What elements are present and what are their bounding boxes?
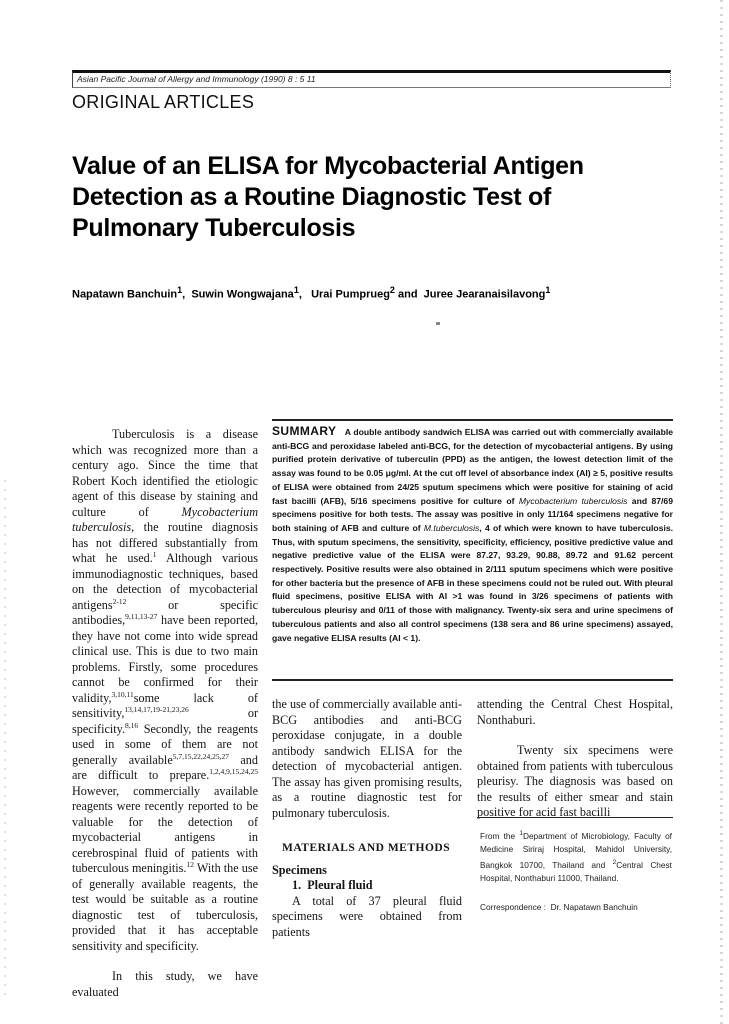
intro-text: the routine diagnosis has not differed substantially from what he used. xyxy=(72,520,258,565)
citation-ref: 1,2,4,9,15,24,25 xyxy=(209,766,258,776)
summary-text xyxy=(272,425,673,645)
journal-header-bar xyxy=(72,70,671,88)
author-separator: , xyxy=(298,288,308,301)
author-separator: , xyxy=(182,288,189,301)
scan-edge-artifact xyxy=(4,480,6,1000)
affiliation-mark: 1 xyxy=(519,830,523,837)
summary-body: and 87/69 specimens positive for both tests. The assay was positive in only 11/164 specimens negative for both staining of AFB and culture of xyxy=(272,495,673,533)
intro-text: or specificity. xyxy=(72,706,258,736)
body-column-middle xyxy=(272,697,462,940)
footnote-divider xyxy=(477,817,673,818)
pleural-fluid-paragraph-continued: attending the Central Chest Hospital, Nonthaburi. xyxy=(477,697,673,727)
author-affiliation-mark: 1 xyxy=(177,285,183,295)
intro-text: and are difficult to prepare. xyxy=(72,752,258,782)
body-column-right xyxy=(477,697,673,821)
summary-species-name: Mycobacterium tuberculosis xyxy=(518,495,628,506)
author-separator: and xyxy=(394,288,421,301)
scan-edge-artifact xyxy=(720,0,723,1024)
intro-text: some lack of sensitivity, xyxy=(72,690,258,720)
intro-text: However, commercially available reagents were recently reported to be valuable for the detection of mycobacterial antigens in cerebrospinal fluid of patients with tuberculous meningitis. xyxy=(72,783,258,875)
author-name: Napatawn Banchuin xyxy=(72,288,178,301)
affiliation-footnote xyxy=(480,827,672,885)
intro-text: Tuberculosis is a disease which was recognized more than a century ago. Since the time that Robert Koch identified the etiologic agent of this disease by staining and culture of xyxy=(72,427,258,519)
author-list xyxy=(72,285,550,301)
summary-box xyxy=(272,419,673,681)
intro-paragraph xyxy=(72,427,258,954)
journal-citation: Asian Pacific Journal of Allergy and Immunology (1990) 8 : 5 11 xyxy=(77,74,316,84)
intro-text: Although various immunodiagnostic techniques, based on the detection of mycobacterial antigens xyxy=(72,551,258,612)
title-line-2: Detection as a Routine Diagnostic Test of xyxy=(72,183,551,211)
study-paragraph-continued: the use of commercially available anti-BCG antibodies and anti-BCG peroxidase conjugate, in a double antibody sandwich ELISA for the detection of mycobacterial antigen. The assay has given promising results, as a routine diagnostic test for pulmonary tuberculosis. xyxy=(272,697,462,820)
paragraph-gap xyxy=(72,954,258,969)
species-name: Mycobacterium tuberculosis, xyxy=(72,504,258,534)
citation-ref: 13,14,17,19-21,23,26 xyxy=(124,704,189,714)
citation-ref: 1 xyxy=(152,549,157,559)
paragraph-gap xyxy=(477,728,673,743)
affiliation-mark: 2 xyxy=(612,859,617,867)
intro-text: With the use of generally available reagents, the test would be suitable as a routine diagnostic test of tuberculosis, provided that it has acceptable sensitivity and specificity. xyxy=(72,861,258,953)
summary-species-abbrev: M.tuberculosis xyxy=(423,522,480,533)
citation-ref: 12 xyxy=(186,859,194,869)
subheading-pleural-fluid: 1. Pleural fluid xyxy=(292,878,373,892)
summary-body: A double antibody sandwich ELISA was carried out with commercially available anti-BCG and peroxidase labeled anti-BCG, for the detection of mycobacterial antigens. By using purified protein derivative of tuberculin (PPD) as the antigen, the lowest detection limit of the assay was found to be 0.05 μg/ml. At the cut off level of absorbance index (AI) ≥ 5, positive results of ELISA were obtained from 24/25 sputum specimens which were positive for staining of acid fast bacilli (AFB), 5/16 specimens positive for culture of xyxy=(272,427,673,506)
citation-ref: 2-12 xyxy=(112,596,127,606)
citation-ref: 3,10,11 xyxy=(111,689,134,699)
title-line-1: Value of an ELISA for Mycobacterial Antigen xyxy=(72,152,584,180)
intro-text: have been reported, they have not come into wide spread clinical use. This is due to two main problems. Firstly, some procedures cannot be confirmed for their validity, xyxy=(72,613,258,705)
citation-ref: 5,7,15,22,24,25,27 xyxy=(172,751,229,761)
correspondence-line: Correspondence : Dr. Napatawn Banchuin xyxy=(480,902,638,912)
author-name: Urai Pumprueg xyxy=(311,288,390,301)
scan-speck xyxy=(436,322,440,325)
affiliation-text: Department of Microbiology, Faculty of Medicine Siriraj Hospital, Mahidol University, Bangkok 10700, Thailand and xyxy=(480,830,672,870)
affiliation-prefix: From the xyxy=(480,830,520,841)
author-affiliation-mark: 2 xyxy=(389,285,395,295)
body-column-left xyxy=(72,427,258,1000)
summary-body: , 4 of which were known to have tuberculosis. Thus, with sputum specimens, the sensitivity, specificity, efficiency, positive predictive value and negative predictive value of the ELISA were 87.27, 93.29, 90.88, 89.72 and 91.62 percent respectively. Positive results were also obtained in 2/111 sputum specimens which were positive for other bacteria but the presence of AFB in these specimens could not be ruled out. With pleural fluid specimens, positive ELISA with AI >1 was found in 3/26 specimens of patients with tuberculous pleurisy and 0/11 of those with malignancy. Twenty-six sera and urine specimens of tuberculous patients and also all control specimens (138 sera and 86 urine specimens) assayed, gave negative ELISA results (AI < 1). xyxy=(272,522,674,643)
title-line-3: Pulmonary Tuberculosis xyxy=(72,214,356,242)
citation-ref: 9,11,13-27 xyxy=(125,611,158,621)
article-title xyxy=(72,151,692,244)
author-affiliation-mark: 1 xyxy=(293,285,299,295)
intro-text: Secondly, the reagents used in some of them are not generally available xyxy=(72,721,258,767)
affiliation-text: Central Chest Hospital, Nonthaburi 11000, Thailand. xyxy=(480,859,672,884)
pleural-fluid-paragraph: A total of 37 pleural fluid specimens were obtained from patients xyxy=(272,893,462,939)
summary-heading: SUMMARY xyxy=(272,424,337,438)
author-affiliation-mark: 1 xyxy=(545,285,551,295)
citation-ref: 8,16 xyxy=(125,720,139,730)
author-name: Juree Jearanaisilavong xyxy=(423,288,546,301)
pleurisy-paragraph: Twenty six specimens were obtained from patients with tuberculous pleurisy. The diagnosis was based on the results of either smear and stain positive for acid fast bacilli xyxy=(477,743,673,819)
subheading-specimens: Specimens xyxy=(272,862,327,877)
study-paragraph: In this study, we have evaluated xyxy=(72,969,258,999)
intro-text: or specific antibodies, xyxy=(72,597,258,627)
author-name: Suwin Wongwajana xyxy=(191,288,294,301)
section-label: ORIGINAL ARTICLES xyxy=(72,92,255,112)
section-heading-methods: MATERIALS AND METHODS xyxy=(282,842,451,854)
